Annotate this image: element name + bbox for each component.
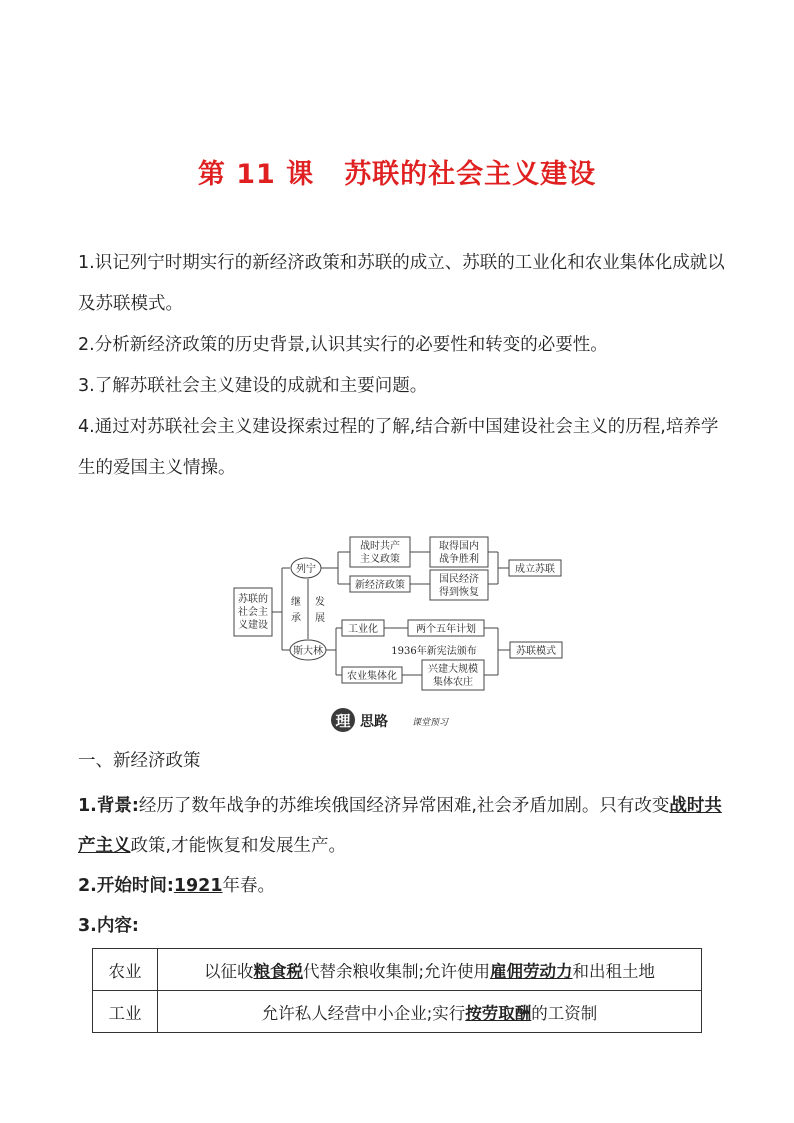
section-heading: 一、新经济政策 [78, 751, 201, 771]
inherit-2: 承 [291, 613, 301, 624]
economy-1: 国民经济 [439, 574, 479, 585]
lesson-number: 第 11 课 [197, 159, 315, 190]
five-year-label: 两个五年计划 [416, 624, 476, 635]
sector-cell: 工业 [93, 991, 158, 1033]
objective-4: 4.通过对苏联社会主义建设探索过程的了解,结合新中国建设社会主义的历程,培养学生的爱国主义情操。 [78, 417, 719, 478]
civil-war-2: 战争胜利 [439, 554, 479, 565]
model-label: 苏联模式 [516, 646, 556, 657]
objective-3: 3.了解苏联社会主义建设的成就和主要问题。 [78, 376, 428, 396]
ussr-label: 成立苏联 [515, 564, 555, 575]
key-term: 粮食税 [253, 961, 303, 981]
war-communism-2: 主义政策 [360, 554, 400, 565]
stalin-label: 斯大林 [293, 646, 323, 657]
learning-objectives [78, 243, 728, 489]
root-line-2: 社会主 [238, 607, 268, 618]
start-year: 1921 [173, 876, 223, 896]
collective-farms-2: 集体农庄 [433, 677, 473, 688]
root-line-3: 义建设 [238, 620, 268, 631]
background-text: 经历了数年战争的苏维埃俄国经济异常困难,社会矛盾加剧。只有改变 [138, 796, 670, 816]
objective-2: 2.分析新经济政策的历史背景,认识其实行的必要性和转变的必要性。 [78, 335, 608, 355]
nep-label: 新经济政策 [355, 580, 405, 591]
civil-war-1: 取得国内 [439, 541, 479, 552]
root-line-1: 苏联的 [238, 594, 268, 605]
key-term: 按劳取酬 [465, 1003, 532, 1023]
cell-text: 和出租土地 [572, 961, 656, 981]
cell-text: 代替余粮收集制;允许使用 [302, 961, 491, 981]
background-label: 1.背景: [78, 796, 139, 816]
policy-cell [158, 991, 702, 1033]
policy-table [92, 948, 702, 1033]
page-title [0, 152, 794, 191]
logo-text: 思路 [360, 714, 388, 730]
lesson-name: 苏联的社会主义建设 [344, 159, 597, 190]
background-tail: 政策,才能恢复和发展生产。 [130, 836, 347, 856]
cell-text: 以征收 [203, 961, 254, 981]
policy-cell [158, 949, 702, 991]
cell-text: 的工资制 [531, 1003, 598, 1023]
economy-2: 得到恢复 [439, 587, 479, 598]
background-key: 战时共产主义 [78, 796, 722, 856]
concept-diagram [226, 530, 586, 740]
collectivization-label: 农业集体化 [347, 671, 397, 682]
start-paragraph [78, 866, 728, 906]
collective-farms-1: 兴建大规模 [428, 664, 478, 675]
industrialization-label: 工业化 [348, 624, 378, 635]
start-tail: 年春。 [222, 876, 276, 896]
logo-char: 理 [335, 712, 351, 730]
table-row [93, 991, 702, 1033]
objective-1: 1.识记列宁时期实行的新经济政策和苏联的成立、苏联的工业化和农业集体化成就以及苏联模式。 [78, 253, 725, 314]
cell-text: 允许私人经营中小企业;实行 [261, 1003, 466, 1023]
develop-1: 发 [315, 597, 325, 608]
war-communism-1: 战时共产 [360, 541, 400, 552]
logo-subtitle: 课堂预习 [412, 718, 449, 728]
start-label: 2.开始时间: [78, 876, 174, 896]
lenin-label: 列宁 [296, 564, 316, 575]
content-label: 3.内容: [78, 916, 139, 936]
table-row [93, 949, 702, 991]
constitution-label: 1936年新宪法颁布 [391, 646, 477, 657]
key-term: 雇佣劳动力 [490, 961, 573, 981]
section-body [78, 786, 728, 946]
develop-2: 展 [315, 613, 325, 624]
background-paragraph [78, 786, 728, 866]
sector-cell: 农业 [93, 949, 158, 991]
inherit-1: 继 [291, 597, 301, 608]
diagram-svg [226, 530, 586, 740]
